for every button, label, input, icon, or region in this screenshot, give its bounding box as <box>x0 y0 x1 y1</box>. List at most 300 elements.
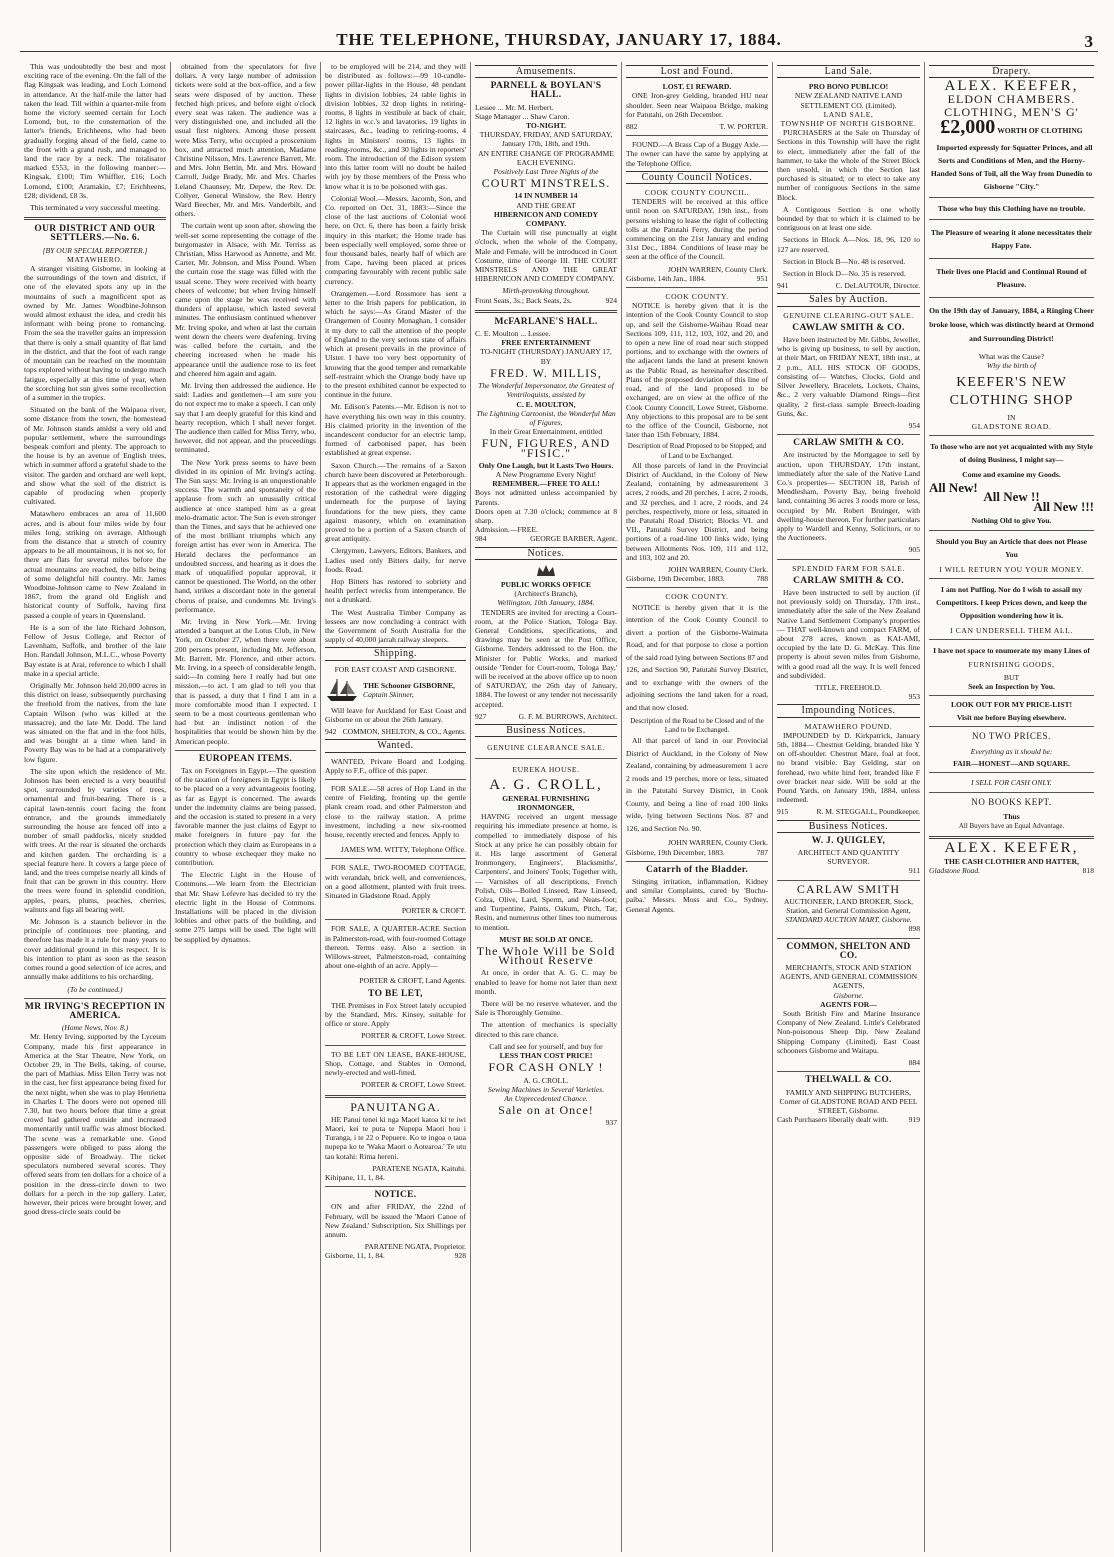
draper-name: ALEX. KEEFER, <box>944 78 1079 95</box>
sale-ad: FOR SALE, A QUARTER-ACRE Section in Palmerston-road, with four-roomed Cottage thereon. Terms easy. Also a section in Willows-street, Palmerston-road, containing about one-eighth of an acre. Apply— <box>325 924 466 971</box>
cash-clothier: THE CASH CLOTHIER AND HATTER, <box>943 857 1080 867</box>
ad-signature: JOHN WARREN, County Clerk. <box>667 264 768 274</box>
sale-title: GENUINE CLEARING-OUT SALE. <box>783 310 914 320</box>
all-new-3: All New !!! <box>1033 498 1094 514</box>
divider <box>626 861 768 862</box>
tagline: REMEMBER.—FREE TO ALL! <box>492 479 600 489</box>
divider <box>929 772 1094 773</box>
article-paragraph: Originally Mr. Johnson held 20,000 acres in this district on lease, subsequently purchasing the freehold from the natives, from the late Captain Wilson (who was killed at the massacre), and the late Mr. Dodd. The land was situated on the flat and in the foot hills, and was bought at a time when land in Poverty Bay was to be had at a comparatively low figure. <box>24 681 166 764</box>
lost-ad: ONE Iron-grey Gelding, branded HU near shoulder. Seen near Waipaoa Bridge, making for Patutahi, on 26th December. <box>626 91 768 119</box>
imported-text: Imported expressly for Squatter Princes, and all Sorts and Conditions of Men, and the Horny-Handed Sons of Toil, all the Way from Dunedin to Gisborne "City." <box>930 143 1093 192</box>
ad-number: 954 <box>908 420 920 430</box>
article-paragraph: He is a son of the late Richard Johnson, Fellow of Jesus College, and Rector of Lavenham, Suffolk, and brother of the late Hon. Randall Johnson, M.L.C., whose Poverty Bay estate is at Arai, reference to which I shall make in a special article. <box>24 622 166 678</box>
council-footer <box>626 574 768 583</box>
agency-list: South British Fire and Marine Insurance Company of New Zealand. Little's Celebrated Non-poisonous Sheep Dip. New Zealand Shipping Company (Limited). East Coast schooners Gisborne and Waitapu. <box>777 1009 920 1055</box>
prices-line <box>475 296 617 305</box>
land-sale-label: LAND SALE, <box>823 109 874 119</box>
sale-ad: FOR SALE, TWO-ROOMED COTTAGE, with verandah, brick well, and conveniences, on a good allotment, planted with fruit trees. Situated in Gladstone Road. Apply <box>325 863 466 901</box>
remedy-text: Stinging irritation, inflammation, Kidney and similar Complaints, cured by 'Buchu-paiba.' Messrs. Moss and Co., Sydney, General Agents. <box>626 877 768 914</box>
no-reserve-note: There will be no reserve whatever, and the Sale is Thoroughly Genuine. <box>475 999 617 1018</box>
divider <box>929 197 1094 198</box>
show-title: FUN, FIGURES, AND "FISIC." <box>481 436 611 460</box>
business-name: W. J. QUIGLEY, <box>811 835 886 846</box>
no-two-prices: NO TWO PRICES. <box>972 731 1051 742</box>
council-notice: NOTICE is hereby given that it is the intention of the Cook County Council to stop up, and sell the Gisborne-Waihau Road near Sections 109, 111, 112, 103, 102, and 20, and to open a new line of road near such stopped portions, and to exchange with the owners of the adjacent lands the land at present known as the Public Road, as hereinafter described. Plans of the proposed deviation of this line of road, and of the land proposed to be exchanged, are on view at the office of the Cook County Council, Lowe Street, Gisborne. Any objections to this proposal are to be sent to the office of the Council, Gisborne, not later than 15th February, 1884. <box>626 301 768 440</box>
divider <box>325 779 466 780</box>
theatre-name: PARNELL & BOYLAN'S HALL. <box>490 81 602 101</box>
clothing-heading: CLOTHING, MEN'S G' <box>944 104 1079 119</box>
ad-date: Gisborne, 19th December, 1883. <box>626 574 725 584</box>
divider <box>929 792 1094 793</box>
ad-signature: G. F. M. BURROWS, Architect. <box>518 711 617 721</box>
ad-signature: C. DeLAUTOUR, Director. <box>835 281 920 291</box>
fair-square: FAIR—HONEST—AND SQUARE. <box>953 758 1070 768</box>
ad-number: 984 <box>475 534 487 544</box>
lost-footer <box>626 122 768 131</box>
divider <box>626 135 768 136</box>
mirth-line: Mirth-provoking throughout. <box>502 286 590 296</box>
ad-number: 788 <box>756 574 768 584</box>
ad-date: Gisborne, 11, 1, 84. <box>325 1251 385 1261</box>
ad-number: 905 <box>908 545 920 555</box>
panuitanga-heading: PANUITANGA. <box>350 1099 441 1114</box>
panuitanga-text: HE Panui tenei ki nga Maori katoa ki te iwi Maori, kei te puta te Nupepa Maori hou i Turanga, i te 22 o Pepuere. Ko te ingoa o taua nupepa ko te 'Waka Maori o Aotearoa.' Te utu tau kotahi: Rima hereni. <box>325 1114 466 1161</box>
section-header-business: Business Notices. <box>777 820 920 833</box>
road-name: Gladstone Road. <box>929 866 981 876</box>
divider <box>929 530 1094 531</box>
ad-number: 919 <box>908 1115 920 1125</box>
article-headline: EUROPEAN ITEMS. <box>198 753 293 764</box>
divider <box>325 1045 466 1046</box>
performer-description: The Lightning Cartoonist, the Wonderful Man of Figures, <box>476 408 616 427</box>
sale-on-once: Sale on at Once! <box>498 1103 594 1118</box>
sale-title: SPLENDID FARM FOR SALE. <box>792 563 905 573</box>
cheer-text: On the 19th day of January, 1884, a Ringing Cheer broke loose, which was distinctly heard at Ormond and Surrounding District! <box>929 306 1094 344</box>
road-name: GLADSTONE ROAD. <box>971 421 1052 431</box>
divider <box>325 919 466 920</box>
article-paragraph: Mr. Henry Irving, supported by the Lyceum Company, made his first appearance in America at the Star Theatre, New York, on October 29, in The Bells, taking, of course, the part of Mathias. Miss Ellen Terry was not in the cast, her first appearance being fixed for the next night, when she was to play Henrietta in Charles I. The doors were not opened till 7.30, but two hours before that time a great crowd had gathered outside and increased momentarily until traffic was almost blocked. The scene was a remarkable one. Good passengers were obliged to pass along the opposite side of Broadway. The ticket speculators numbered several scores. They offered seats from ten dollars for a choice of a position in the dress-circle down to two dollars for a perch in the top gallery. Later, however, their prices were brought lower, and good dress-circle seats could be <box>24 1032 166 1217</box>
let-ad: TO BE LET ON LEASE, BAKE-HOUSE, Shop, Cottage, and Stables in Ormond, newly-erected and well-fitted. <box>325 1049 466 1078</box>
crown-icon <box>475 564 617 580</box>
column-4 <box>470 62 621 1552</box>
continued-note: (To be continued.) <box>67 984 123 994</box>
article-paragraph: The New York press seems to have been divided in its opinion of Mr. Irving's acting. The Sun says: Mr. Irving is an unquestionable success. The warmth and spontaneity of the applause from such an unusually critical audience at once stamped him as a great melo-dramatic actor. The Sun is even stronger than the Times, and says that he achieved one of the most brilliant triumphs which any foreign artist has ever won in America. The Herald declares the performance an undoubted success, and hearing as it does the mark of unqualified popular approval, it cannot be questioned. The World, on the other hand, strikes a discordant note in the general chorus of praise, and condemns Mr. Irving's performance. <box>175 457 316 614</box>
divider <box>325 858 466 859</box>
ad-number: 937 <box>605 1118 617 1128</box>
divider <box>626 587 768 588</box>
all-new-2: All New !! <box>983 489 1040 505</box>
chambers-name: ELDON CHAMBERS. <box>947 92 1076 107</box>
divider <box>929 726 1094 727</box>
ad-number: 951 <box>756 273 768 283</box>
section-header-notices: Notices. <box>475 547 617 560</box>
agents-for: AGENTS FOR— <box>820 999 877 1009</box>
in-label: IN <box>1007 412 1016 422</box>
remedy-heading: Catarrh of the Bladder. <box>645 864 749 875</box>
hibernicon-company: HIBERNICON AND COMEDY COMPANY. <box>493 209 599 229</box>
section-header-council: County Council Notices. <box>626 171 768 184</box>
ad-signature: PORTER & CROFT, Lowe Street. <box>361 1080 466 1090</box>
ship-master: Captain Skinner, <box>363 689 414 699</box>
ad-number: 884 <box>908 1058 920 1068</box>
description-heading: Description of the Road to be Closed and of the Land to be Exchanged. <box>630 717 764 735</box>
found-ad: FOUND.—A Brass Cap of a Buggy Axle.—The owner can have the same by applying at the Telephone Office. <box>626 140 768 168</box>
business-name: COMMON, SHELTON AND CO. <box>786 941 911 961</box>
article-paragraph: to be employed will be 214, and they will be distributed as follows:—99 10-candle-power pillar-lights in the House, 48 pendant lights in division lobbies, 24 table lights in division lobbies, 32 drop lights in retiring-rooms, 8 lights in vestibule at back of chair, 12 lights in w.c.'s and lavatories, 19 lights in staircases, &c., leading to retiring-rooms, 4 lights in Ministers' rooms, 13 lights in reading-rooms, &c., and 30 lights in reporters' room. The introduction of the Edison system into this latter room will no doubt be hailed with joy by those members of the Press who know what it is to be poisoned with gas. <box>325 62 466 191</box>
sale-reason: At once, in order that A. G. C. may be enabled to leave for home not later than next month. <box>475 968 617 996</box>
auctioneer-name: CARLAW SMITH & CO. <box>793 438 904 449</box>
section-header-business: Business Notices. <box>475 724 617 737</box>
divider <box>175 750 316 751</box>
ad-signature: PORTER & CROFT, Land Agents. <box>359 976 466 986</box>
council-footer <box>626 274 768 283</box>
divider <box>325 1186 466 1187</box>
reward-heading: LOST. £1 REWARD. <box>662 82 732 92</box>
tagline: I am not Puffing. Nor do I wish to assail my Competitors. I keep Prices down, and keep the Opposition wondering how it is. <box>936 585 1087 621</box>
ad-signature: JOHN WARREN, County Clerk. <box>667 564 768 574</box>
divider <box>777 434 920 435</box>
reserved-sections: Section in Block D—No. 35 is reserved. <box>783 269 906 279</box>
boys-note: Boys not admitted unless accompanied by Parents. <box>475 488 617 507</box>
unprecedented: An Unprecedented Chance. <box>504 1093 588 1103</box>
ad-signature: PORTER & CROFT, Lowe Street. <box>361 1031 466 1041</box>
merchant-trade: GENERAL FURNISHING IRONMONGER, <box>502 793 590 813</box>
ad-date: Gisborne, 19th December, 1883. <box>626 847 725 857</box>
ad-number: 898 <box>908 924 920 934</box>
tagline: Only One Laugh, but it Lasts Two Hours. <box>478 460 614 470</box>
business-name: THELWALL & CO. <box>805 1075 892 1086</box>
masthead <box>20 30 1098 52</box>
article-paragraph: The West Australia Timber Company as lessees are now concluding a contract with the Government of South Australia for the supply of 40,000 jarrah railway sleepers. <box>325 607 466 645</box>
auction-text: Are instructed by the Mortgagee to sell by auction, upon THURSDAY, 17th instant, immediately after the sale of the Native Land Co.'s properties— SECTION 18, Parish of Mendlesham, Poverty Bay, being freehold land, containing 36 acres 3 roods more or less, occupied by Mr. Robert Bruinger, with dwelling-house thereon. For further particulars apply to Wardell and Kenny, Solicitors, or to the Auctioneers. <box>777 450 920 543</box>
land-sale-text: A Contiguous Section is one wholly bounded by that to which it is claimed to be contiguous on at least one side. <box>777 204 920 233</box>
ad-number: 927 <box>475 711 487 721</box>
court-minstrels: COURT MINSTRELS. <box>481 176 611 191</box>
masthead-title: THE TELEPHONE, THURSDAY, JANUARY 17, 1884. <box>336 30 782 49</box>
ad-date: Gisborne, 14th Jan., 1884. <box>626 273 706 283</box>
pound-footer <box>777 807 920 816</box>
article-paragraph: Colonial Wool.—Messrs. Jacomb, Son, and Co. reported on Oct. 31, 1883:—Since the close of the last auctions of Colonial wool here, on Oct. 6, there has been a fairly brisk inquiry in this market; the Home trade has been especially well employed, some three or four thousand bales, nearly half of which are from Cape, having been placed at prices comparing favourably with recent public sale currency. <box>325 193 466 286</box>
section-header-wanted: Wanted. <box>325 739 466 752</box>
business-trade: FAMILY AND SHIPPING BUTCHERS, <box>786 1087 911 1097</box>
cash-note: Cash Purchasers liberally dealt with. <box>777 1115 889 1125</box>
article-paragraph: Clergymen, Lawyers, Editors, Bankers, and Ladies used only Bitters daily, for nerve foods. Read. <box>325 546 466 574</box>
tagline: To those who are not yet acquainted with my Style of doing Business, I might say— <box>930 442 1093 465</box>
positively-line: Positively Last Three Nights of the <box>493 167 599 177</box>
council-notice: All those parcels of land in the Provincial District of Auckland, in the Colony of New Zealand, containing by admeasurement 3 acres, 2 roods, and 20 perches, 1 acre, 2 roods, and 32 perches, and 1 acre, 2 roods, and 24 perches, respectively, more or less, situated in the Patutahi Road District; Blocks VI. and VII., Patutahi Survey District, and being portions of a road-line 100 links wide, lying between Allotments Nos. 109, 111 and 112, and 103, 102 and 20. <box>626 460 768 562</box>
land-footer <box>777 281 920 290</box>
sale-details: HAVING received an urgent message requiring his immediate presence at home, is compelled to immediately dispose of his Stock at any price he can possibly obtain for it. His large assortment of General Ironmongery, Engineers', Blacksmiths', Carpenters', and Joiners' Tools; Together with,— Varnishes of all descriptions, French Polish, Oils—Boiled Linseed, Raw Linseed, Colza, Olive, Lard, Sperm, and Neats-foot; and Turpentine, Paints, Oakum, Pitch, Tar, Resin, and numerous other lines too numerous to mention. <box>475 812 617 932</box>
ad-signature: R. M. STEGGALL, Poundkeeper. <box>816 807 920 817</box>
pound-name: MATAWHERO POUND. <box>804 721 893 731</box>
and-the-great: AND THE GREAT <box>516 200 576 210</box>
ad-signature: T. W. PORTER. <box>719 122 768 132</box>
must-sell: MUST BE SOLD AT ONCE. <box>499 934 593 944</box>
township-name: TOWNSHIP OF NORTH GISBORNE. <box>780 119 917 129</box>
auctioneer-name: CAWLAW SMITH & CO. <box>792 322 905 333</box>
column-3 <box>320 62 470 1552</box>
lessee-line: Lessee ... Mr. M. Herbert. <box>475 102 554 112</box>
equal-advantage: All Buyers have an Equal Advantage. <box>958 821 1065 830</box>
divider <box>475 310 617 313</box>
company-name: NEW ZEALAND NATIVE LAND SETTLEMENT CO. (Limited). <box>794 91 903 110</box>
section-header-shipping: Shipping. <box>325 647 466 660</box>
divider <box>777 1071 920 1072</box>
article-paragraph: Tax on Foreigners in Egypt.—The question of the taxation of foreigners in Egypt is likely to be placed on a very advantageous footing, as far as Egypt is concerned. The awards under the indemnity claims are being passed, and the occasion is stated to present in a very favorable manner the just claims of Egypt to make foreigners in future pay for the protection which they claim as Europeans in a country to whose exchequer they make no contribution. <box>175 766 316 868</box>
ad-number: 915 <box>777 807 789 817</box>
business-address: Corner of GLADSTONE ROAD AND PEEL STREET, Gisborne. <box>779 1096 918 1115</box>
ad-number: 942 <box>325 727 337 737</box>
pro-bono: PRO BONO PUBLICO! <box>808 82 889 92</box>
column-1 <box>20 62 170 1552</box>
stage-manager-line: Stage Manager ... Shaw Caron. <box>475 111 570 121</box>
race-report-end: This terminated a very successful meeting. <box>30 203 160 213</box>
without-reserve: The Whole Will be Sold Without Reserve <box>476 944 616 968</box>
impound-text: IMPOUNDED by D. Kirkpatrick, January 5th, 1884— Chestnut Gelding, branded like Y on off-shoulder. Chestnut Mare, foal at foot, no brand visible. Bay Gelding, star on forehead, two white hind feet, branded like F over bracket near side. Will be sold at the Pound Yards, on January 19th, 1884, unless redeemed. <box>777 730 920 805</box>
programme-note: AN ENTIRE CHANGE OF PROGRAMME EACH EVENING. <box>478 148 614 167</box>
thus-label: Thus <box>1003 812 1020 822</box>
entitled-line: In their Great Entertainment, entitled <box>489 427 603 437</box>
hall-name: McFARLANE'S HALL. <box>494 316 598 327</box>
ad-signature: JOHN WARREN, County Clerk. <box>667 838 768 848</box>
let-heading: TO BE LET, <box>368 988 423 999</box>
article-paragraph: The site upon which the residence of Mr. Johnson has been erected is a very beautiful spot, surrounded by varieties of trees, ornamental and fruit-bearing. There is a capital lawn-tennis court facing the front entrance, and the grounds immediately surrounding the house are fenced off into a number of small paddocks, nicely studded with trees. At the rear is situated the orchards and kitchen garden. The orcharding is a special feature here. It covers a large piece of land, and the trees comprise nearly all kinds of fruit that can be grown in this country. Here the trees were found in splendid condition, apples, pears, plums, peaches, cherries, walnuts and figs all bearing well. <box>24 766 166 914</box>
ad-number: 924 <box>605 295 617 305</box>
land-sale-text: PURCHASERS at the Sale on Thursday of Sections in this Township will have the right to elect, immediately after the fall of the hammer, to take the whole of the Street Block then unsold, in which the Section last purchased is situated; or to elect to take any number of contiguous Sections in the same Block. <box>777 128 920 202</box>
section-header-land-sale: Land Sale. <box>777 65 920 78</box>
council-notice: TENDERS will be received at this office until noon on SATURDAY, 19th inst., from persons wishing to lease the right of collecting tolls at the Patutahi Ferry, during the period commencing on the 21st January and ending 31st Dec., 1884. Conditions of lease may be seen at the office of the Council. <box>626 197 768 262</box>
ad-number: 882 <box>626 122 638 132</box>
show-details: The Curtain will rise punctually at eight o'clock, when the whole of the Company, Male and Female, will be introduced in Court Costume, time of George III. THE COURT MINSTRELS AND THE GREAT HIBERNICON AND COMEDY COMPANY. <box>475 228 617 284</box>
article-paragraph: A stranger visiting Gisborne, in looking at the surroundings of the town and district, if one of the elevated spots any up in the mountains of such a magnificent spot as owned by Mr. James Woodbine-Johnson would almost exhaust the idea, and credit his informant with being prone to romancing. From the sea the traveller gains an impression that there is only a small quantity of flat land in the district, and that the foot of each range of mountain can be reached on the mountain tops explored without having to undergo much fatigue, especially at this time of year, when the scorching hot sun gives some recollection of a summer in the tropics. <box>24 264 167 402</box>
column-6 <box>772 62 924 1552</box>
tender-notice: TENDERS are invited for erecting a Court-room, at the Police Station, Tologa Bay. General Conditions, specifications, and drawings may be seen at the Post Office, Gisborne. Tenders addressed to the Hon. the Minister for Public Works, and marked outside 'Tender for Court-room, Tologa Bay,' will be received at the above office up to noon of SATURDAY, the 26th day of January, 1884. The lowest or any tender not necessarily accepted. <box>475 607 617 709</box>
divider <box>777 880 920 881</box>
performer-name: C. E. MOULTON, <box>516 399 576 409</box>
why-line: Why the birth of <box>986 361 1037 371</box>
office-date: Wellington, 10th January, 1884. <box>497 598 595 608</box>
council-notice: All that parcel of land in our Provincial District of Auckland, in the Colony of New Zealand, containing by admeasurement 1 acre 2 roods and 19 perches, more or less, situated in the Patutahi Survey District, in Cook County, and being a line of road 100 links wide, lying between Sections Nos. 87 and 126, and Section No. 90. <box>626 736 768 833</box>
draper-name: ALEX. KEEFER, <box>944 839 1079 856</box>
cause-line: What was the Cause? <box>978 352 1045 362</box>
article-paragraph: Hop Bitters has restored to sobriety and health perfect wrecks from intemperance. Be not a drunkard. <box>325 576 466 605</box>
divider <box>929 578 1094 579</box>
article-paragraph: Mr. Edison's Patents.—Mr. Edison is not to have everything his own way in this country. His claimed priority in the invention of the incandescent conductor for an electric lamp, formed of carbonised paper, has been established at great expense. <box>325 402 466 458</box>
business-trade: AUCTIONEER, LAND BROKER, Stock, Station, and General Commission Agent, <box>783 896 914 916</box>
tender-footer <box>475 712 617 721</box>
article-paragraph: Mr. Irving then addressed the audience. He said: Ladies and gentlemen—I am sure you do not expect me to make a speech. I can only say that I am deeply grateful for this kind and hearty reception, which I shall never forget. The audience then called for Miss Terry, who, however, did not appear, and the proceedings terminated. <box>175 380 316 455</box>
tagline: I have not space to enumerate my many Lines of <box>933 646 1090 656</box>
tagline: Those who buy this Clothing have no trouble. <box>937 204 1086 214</box>
auctioneer-name: CARLAW SMITH & CO. <box>793 575 904 586</box>
business-town: Gisborne. <box>833 990 864 1000</box>
divider <box>325 1095 466 1098</box>
ad-date: Kihipane, 11, 1, 84. <box>325 1172 385 1182</box>
divider <box>929 258 1094 259</box>
clearance-sale: GENUINE CLEARANCE SALE. <box>487 743 605 753</box>
ad-number: 928 <box>454 1251 466 1261</box>
ad-signature: GEORGE BARBER, Agent. <box>530 534 617 544</box>
ship-details: Will leave for Auckland for East Coast and Gisborne on or about the 26th January. <box>325 705 466 724</box>
article-paragraph: Mr. Johnson is a staunch believer in the principle of continuous tree planting, and therefore has made it a rule for many years to cover additional ground in this respect. It is his intention to plant as soon as the season comes round a good selection of ice acres, and annually make additions to his orcharding. <box>24 917 166 982</box>
reserved-sections: Section in Block B—No. 48 is reserved. <box>783 256 906 266</box>
no-books: NO BOOKS KEPT. <box>971 797 1052 808</box>
article-paragraph: Orangemen.—Lord Rossmore has sent a letter to the Irish papers for publication, in which he says:—As Grand Master of the Orangemen of County Monaghan, I consider it my duty to call the attention of the people of England to the very serious state of affairs which at present prevails in the province of Ulster. I have too very best opportunity of knowing that the good temper and remarkable self-restraint which the Orange body have up to the present exhibited cannot be expected to continue in the future. <box>325 288 466 400</box>
race-report: This was undoubtedly the best and most exciting race of the evening. On the fall of the flag Kingsak was leading, and Loch Lomond in attendance. At the half-mile the latter had taken the lead. Till within a quarter-mile from home the victory seemed certain for Loch Lomond, but, to the consternation of the latter's friends, Erichheens, who had been gradually forging ahead of the field, came to the front with a grand rush, and managed to land the race by a neck. The totalisator marked £553, in the following manner:—Kingsak, £100; Tim Whiffler, £16; Loch Lomond, £100; Aramakin, £7; Erichheens, £28; dividend, £8 3s. <box>24 62 166 200</box>
worth-label: WORTH OF CLOTHING <box>997 125 1083 135</box>
ad-signature: PARATENE NGATA, Proprietor. <box>364 1242 466 1252</box>
article-headline: MR IRVING'S RECEPTION IN AMERICA. <box>24 1001 166 1021</box>
ship-agent: COMMON, SHELTON, & CO., Agents. <box>342 727 466 737</box>
divider <box>475 758 617 759</box>
column-7 <box>924 62 1098 1552</box>
county-heading: COOK COUNTY. <box>665 592 729 602</box>
section-header-impounding: Impounding Notices. <box>777 704 920 717</box>
wanted-ad: WANTED, Private Board and Lodging. Apply to F.F., office of this paper. <box>325 756 466 775</box>
less-than-cost: LESS THAN COST PRICE! <box>499 1051 593 1061</box>
business-name: CARLAW SMITH <box>796 881 901 896</box>
article-paragraph: The curtain went up soon after, showing the well-set scene representing the cottage of the burgomaster in Alsace, with Mr. Terriss as Christian, Miss Harwood as Annette, and Mr. Carter, Mr. Johnson, and Miss Pound. When the curtain rose the stage was filled with the usual scene. They were received with hearty cheers of welcome; but when Irving himself came upon the stage he was received with thunders of applause, which lasted several minutes. The enthusiasm continued whenever Mr. Irving spoke, and when at last the curtain went down the cheers were deafening. Irving was called before the curtain, and the cheering increased when he made his appearance until the audience rose to its feet and cheered him again and again. <box>175 221 316 378</box>
tagline: Seek an Inspection by You. <box>968 681 1055 691</box>
article-paragraph: Matawhero embraces an area of 11,600 acres, and is about four miles wide by four miles long, striking on average. Although from the distance that a stretch of country appears to be all mountainous, it is not so, for there are flats for several miles before the actual mountains are reached, the hills being of some delightful hill country. Mr. James Woodbine-Johnson came to New Zealand in 1867, from the grand old English and historical county of Suffolk, having first passed a couple of years in Queensland. <box>24 509 166 620</box>
byline: [BY OUR SPECIAL REPORTER.] <box>42 245 148 255</box>
column-5 <box>621 62 772 1552</box>
business-trade: MERCHANTS, STOCK AND STATION AGENTS, AND GENERAL COMMISSION AGENTS, <box>779 963 918 991</box>
draper-footer <box>929 866 1094 875</box>
council-name: COOK COUNTY COUNCIL. <box>644 188 750 198</box>
divider <box>929 219 1094 220</box>
office-name: PUBLIC WORKS OFFICE <box>500 579 592 589</box>
cash-only: I SELL FOR CASH ONLY. <box>971 778 1052 788</box>
divider <box>777 938 920 939</box>
title-note: TITLE, FREEHOLD. <box>815 682 882 692</box>
reserved-sections: Sections in Block A—Nos. 18, 96, 120 to 127 are reserved. <box>777 235 920 254</box>
council-notice: NOTICE is hereby given that it is the intention of the Cook County Council to divert a portion of the Gisborne-Waimata Road, and for that purpose to close a portion of the said road lying between Sections 87 and 126, and Section 90, Patutahi Survey District, and to exchange with the owners of the adjoining sections the land taken for a road, and that now closed. <box>626 602 768 712</box>
article-paragraph: The Electric Light in the House of Commons.—We learn from the Electrician that Mr. Shaw Lefevre has decided to try the electric light in the House of Commons. Installations will be placed in the division lobbies and other parts of the building, and some 275 lamps will be used. The light will be supplied by dynamos. <box>175 870 316 944</box>
article-paragraph: Mr. Irving in New York.—Mr. Irving attended a banquet at the Lotus Club, in New York, on October 27, when there were about 200 persons present, including Mr. Jefferson, Mr. Barrett, Mr. Florence, and other actors. Mr. Irving, in a speech of considerable length, said:—In coming here I really had but one mission,—to act. I am glad to tell you that that is passed, a duty that I find I am in a more comfortable mood than I expected. I seem to be a most courteous gentleman who had but an indistinct notion of the hospitalities that would be shown him by the American people. <box>175 616 316 746</box>
tagline: A New Programme Every Night! <box>495 469 597 479</box>
merchant-name: A. G. CROLL, <box>489 776 603 793</box>
divider <box>24 998 166 999</box>
tonight-label: TO-NIGHT. <box>525 121 566 131</box>
clothing-amount: £2,000 <box>940 115 996 138</box>
undersell: I CAN UNDERSELL THEM ALL. <box>950 626 1073 636</box>
column-2 <box>170 62 320 1552</box>
divider <box>929 695 1094 696</box>
ad-number: 911 <box>908 866 920 876</box>
ad-signature: PORTER & CROFT. <box>401 906 466 916</box>
sale-ad: FOR SALE.—58 acres of Hop Land in the centre of Fielding, fronting up the gentle plank cream road, and other Palmerston and close to the railway station. A prime investment, including a new six-roomed house, recently erected and fences. Apply to <box>325 784 466 840</box>
show-dates: THURSDAY, FRIDAY, AND SATURDAY, January 17th, 18th, and 19th. <box>479 130 613 149</box>
ad-number: 818 <box>1082 866 1094 876</box>
sewing-note: Sewing Machines in Several Varieties. <box>487 1084 605 1094</box>
notice-footer <box>325 1251 466 1260</box>
divider <box>626 287 768 288</box>
free-entertainment: FREE ENTERTAINMENT <box>501 338 591 348</box>
admission-note: Admission.—FREE. <box>475 525 538 535</box>
furnishing: FURNISHING GOODS, <box>968 660 1055 670</box>
new-shop: KEEFER'S NEW CLOTHING SHOP <box>949 374 1074 408</box>
tonight-date: TO-NIGHT (THURSDAY) JANUARY 17, <box>480 347 612 357</box>
section-header-auction: Sales by Auction. <box>777 293 920 306</box>
divider <box>24 217 166 220</box>
tagline: Come and examine my Goods. <box>962 470 1061 480</box>
notice-heading: NOTICE. <box>374 1190 417 1201</box>
council-footer <box>626 848 768 857</box>
source-note: (Home News, Nov. 8.) <box>61 1023 129 1033</box>
article-paragraph: Saxon Church.—The remains of a Saxon church have been discovered at Peterborough. It appears that as the workmen engaged in the restoration of the cathedral were digging underneath for the purpose of laying foundations for the new piers, they came against masonry, which on examination proved to be a portion of a Saxon church of great antiquity. <box>325 460 466 544</box>
section-header-lost-found: Lost and Found. <box>626 65 768 78</box>
article-headline: OUR DISTRICT AND OUR SETTLERS.—No. 6. <box>34 224 156 244</box>
notice-text: ON and after FRIDAY, the 22nd of February, will be issued the 'Maori Canoe of New Zealand.' Subscription, Six Shillings per annum. <box>325 1202 466 1239</box>
cash-only: FOR CASH ONLY ! <box>488 1060 604 1075</box>
office-branch: (Architect's Branch), <box>514 589 578 599</box>
tagline: Their lives one Placid and Continual Round of Pleasure. <box>936 267 1087 290</box>
ad-number: 941 <box>777 281 789 291</box>
ad-signature: JAMES WM. WITTY, Telephone Office. <box>340 845 466 855</box>
tagline: The Pleasure of wearing it alone necessitates their Happy Fate. <box>930 228 1093 251</box>
tagline: Visit me before Buying elsewhere. <box>956 713 1067 723</box>
store-name: EUREKA HOUSE. <box>512 765 580 775</box>
divider <box>929 435 1094 436</box>
ad-signature: PARATENE NGATA, Kaituhi. <box>372 1163 466 1173</box>
all-new-1: All New! <box>929 480 978 496</box>
auction-text: Have been instructed to sell by auction (if not previously sold) on Thursday, 17th inst., immediately after the sale of the New Zealand Native Land Settlement Company's properties— THAT well-known and compact FARM, of about 278 acres, known as KAI-AMI, occupied by the late D. G. McKay. This fine property is about seven miles from Gisborne, with a good road all the way. It is well fenced and subdivided. <box>777 587 920 680</box>
ad-number: 787 <box>756 847 768 857</box>
business-mart: STANDARD AUCTION MART, Gisborne. <box>785 915 912 925</box>
let-ad: THE Premises in Fox Street lately occupied by the Standard, Mrs. Kinsey, suitable for office or store. Apply <box>325 1000 466 1029</box>
section-header-drapery: Drapery. <box>929 65 1094 78</box>
prices: Front Seats, 3s.; Back Seats, 2s. <box>475 295 572 305</box>
money-back: I WILL RETURN YOU YOUR MONEY. <box>939 565 1084 575</box>
by-label: BY <box>540 356 552 366</box>
attention-note: The attention of mechanics is specially directed to this rare chance. <box>475 1020 617 1039</box>
agent-line <box>475 534 617 543</box>
number-line: 14 IN NUMBER 14 <box>514 191 578 201</box>
ad-number: 953 <box>908 692 920 702</box>
article-paragraph: obtained from the speculators for five dollars. A very large number of admission tickets were sold at the box-office, and a few seats were disposed of by auction. These fetched high prices, and before eight o'clock every seat was taken. The audience was a very distinguished one, and included all the usual first nighters. Among those present were Miss Terry, who occupied a proscenium box, and attracted much attention, Madame Christine Nilsson, Mrs. Lawrence Barrett, Mr. and Mrs. John Bettin, Mr. and Mrs. Howard Carroll, Judge Brady, Mr. and Mrs. Charles Leland Chaunsey, Mr. Depew, the Rev. Dr. Collyer, General Winslow, the Rev. Henry Ward Beecher, Mr. and Mrs. Vanderbilt, and others. <box>175 62 316 219</box>
shipping-subheading: FOR EAST COAST AND GISBORNE. <box>334 664 457 674</box>
description-heading: Description of Road Proposed to be Stopped, and of Land to be Exchanged. <box>627 442 767 460</box>
hall-lessee: C. E. Moulton ... Lessee. <box>475 329 551 339</box>
tagline: Everything as it should be: <box>970 746 1053 756</box>
butcher-footer <box>777 1115 920 1124</box>
divider <box>929 297 1094 298</box>
auction-text: Have been instructed by Mr. Gibbs, Jeweller, who is giving up business, to sell by auction, at their Mart, on FRIDAY NEXT, 18th inst., at 2 p.m., ALL HIS STOCK OF GOODS, consisting of— Watches, Clocks, Gold and Silver Jewellery, Bracelets, Lockets, Chains, &c., 2 very valuable Diamond Rings—first quality, 2 first-class sample Breech-loading Guns, &c. <box>777 335 920 418</box>
doors-note: Doors open at 7.30 o'clock; commence at 8 sharp. <box>475 506 617 525</box>
but-label: BUT <box>1003 672 1020 682</box>
ship-name: THE Schooner GISBORNE, <box>363 680 456 690</box>
divider <box>777 559 920 560</box>
place-heading: MATAWHERO. <box>66 254 124 264</box>
performer-description: The Wonderful Impersonator, the Greatest of Ventriloquists, assisted by <box>478 381 614 400</box>
page-number: 3 <box>1084 32 1094 51</box>
divider <box>929 836 1094 839</box>
price-list: LOOK OUT FOR MY PRICE-LIST! <box>950 700 1073 710</box>
tagline: Should you Buy an Article that does not Please You <box>935 537 1088 560</box>
performer-name: FRED. W. MILLIS, <box>490 365 602 380</box>
ship-footer <box>325 727 466 736</box>
call-line: Call and see for yourself, and buy for <box>489 1041 603 1051</box>
ship-advert <box>325 677 466 703</box>
article-paragraph: Situated on the bank of the Waipaoa river, some distance from the town, the homestead of Mr. Johnson stands amidst a very old and popular settlement, where the surroundings bespeak comfort and plenty. The approach to the house is by an avenue of English trees, which in summer afford a grateful shade to the visitor. The garden and orchard are well kept, and show what the soil of the district is capable of producing when properly cultivated. <box>24 405 166 507</box>
section-header-amusements: Amusements. <box>475 65 617 78</box>
divider <box>929 639 1094 640</box>
business-trade: ARCHITECT AND QUANTITY SURVEYOR. <box>797 848 900 867</box>
merchant-sign: A. G. CROLL. <box>523 1075 569 1085</box>
tagline: Nothing Old to give You. <box>971 515 1052 525</box>
county-heading: COOK COUNTY. <box>665 292 729 302</box>
